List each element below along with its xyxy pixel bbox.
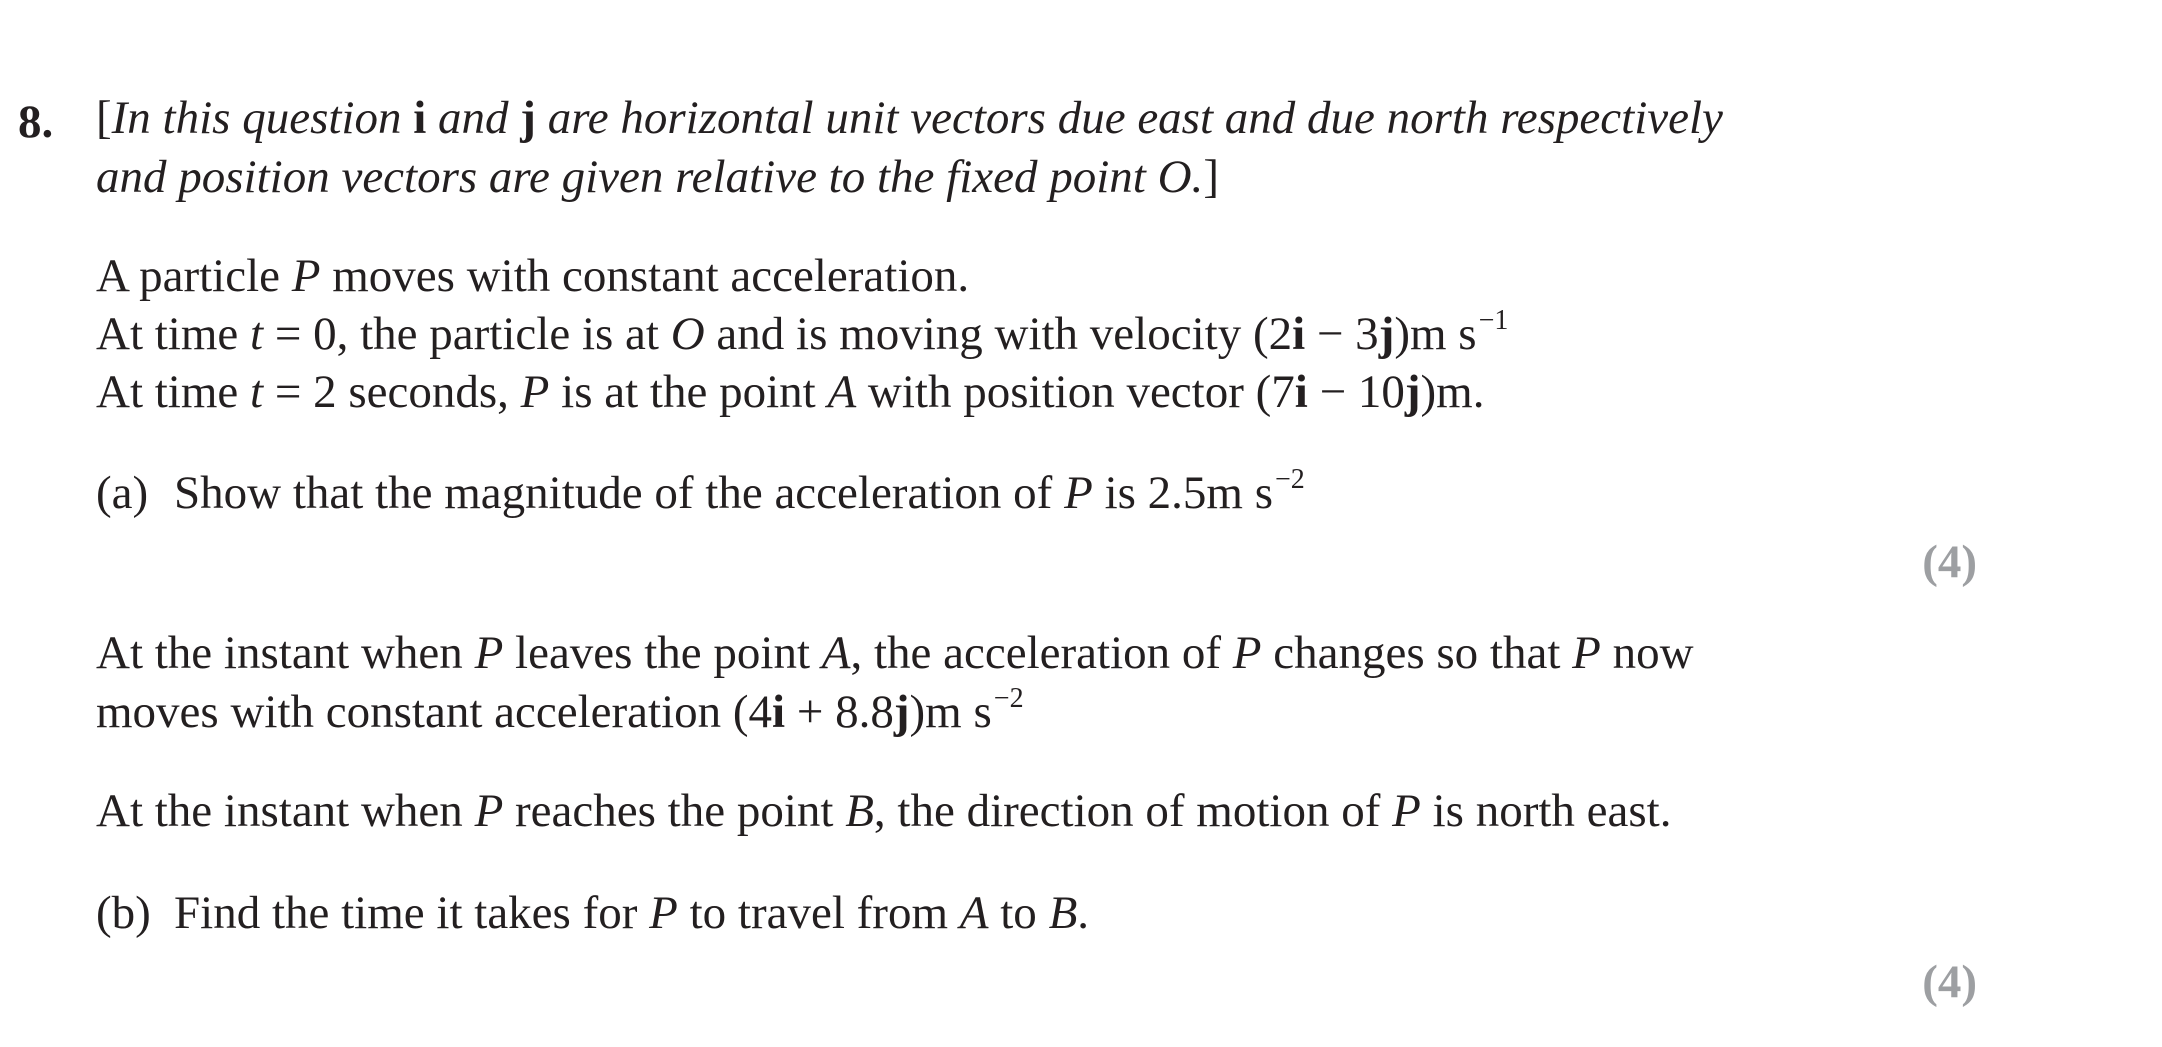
part-b-text: to (988, 887, 1049, 939)
stem-text: − 10 (1307, 366, 1405, 418)
middle-text: leaves the point (503, 627, 822, 679)
middle-text: + 8.8 (785, 686, 894, 738)
middle-text: At the instant when (96, 627, 475, 679)
var-P: P (649, 887, 678, 939)
exponent: −2 (1275, 464, 1305, 495)
var-O: O (670, 308, 705, 360)
var-P: P (520, 366, 550, 418)
bracket-close: ] (1203, 151, 1219, 203)
stem-text: )m. (1420, 366, 1485, 418)
unit-vector-j: j (893, 686, 910, 738)
var-P: P (474, 785, 504, 837)
stem-text: A particle (96, 250, 292, 302)
var-B: B (845, 785, 874, 837)
var-A: A (959, 887, 989, 939)
var-P: P (474, 627, 504, 679)
middle-line-2 (96, 683, 1024, 738)
part-b-text: . (1077, 887, 1090, 939)
unit-vector-i: i (413, 92, 427, 144)
exponent: −2 (993, 683, 1024, 714)
stem-text: is at the point (549, 366, 828, 418)
var-P: P (1572, 627, 1601, 679)
middle-line-1 (96, 627, 1694, 679)
unit-vector-j: j (1404, 366, 1421, 418)
middle-text: is north east. (1420, 785, 1672, 837)
intro-text: and position vectors are given relative to the fixed point O. (96, 151, 1204, 203)
unit-vector-i: i (1294, 366, 1308, 418)
stem-text: moves with constant acceleration. (320, 250, 970, 302)
unit-vector-i: i (772, 686, 786, 738)
intro-text: are horizontal unit vectors due east and due north respectively (535, 92, 1723, 144)
stem-text: = 0, the particle is at (263, 308, 671, 360)
var-t: t (250, 308, 264, 360)
unit-vector-j: j (1378, 308, 1395, 360)
intro-text: In this question (111, 92, 414, 144)
part-b (96, 887, 1090, 939)
stem-text: − 3 (1305, 308, 1379, 360)
stem-text: At time (96, 366, 251, 418)
var-P: P (1064, 467, 1093, 519)
stem-text: = 2 seconds, (263, 366, 521, 418)
middle-text: At the instant when (96, 785, 475, 837)
middle-text: reaches the point (503, 785, 846, 837)
stem-text: and is moving with velocity (2 (704, 308, 1293, 360)
stem-text: )m s (1394, 308, 1477, 360)
middle-text: changes so that (1261, 627, 1573, 679)
part-a-text: is 2.5m s (1092, 467, 1274, 519)
middle-text: , the acceleration of (850, 627, 1233, 679)
intro-line-1 (96, 92, 1723, 144)
part-b-text: to travel from (677, 887, 960, 939)
var-A: A (827, 366, 857, 418)
stem-line-2 (96, 305, 1509, 360)
stem-line-3 (96, 366, 1485, 418)
unit-vector-j: j (520, 92, 536, 144)
stem-line-1 (96, 250, 970, 302)
middle-text: )m s (909, 686, 992, 738)
part-a (96, 464, 1305, 519)
exponent: −1 (1478, 305, 1509, 336)
part-b-label: (b) (96, 887, 151, 939)
middle-line-3 (96, 785, 1672, 837)
stem-text: At time (96, 308, 251, 360)
middle-text: now (1600, 627, 1694, 679)
var-P: P (1392, 785, 1421, 837)
var-P: P (291, 250, 321, 302)
var-B: B (1048, 887, 1078, 939)
var-t: t (250, 366, 264, 418)
middle-text: moves with constant acceleration (4 (96, 686, 773, 738)
middle-text: , the direction of motion of (873, 785, 1393, 837)
var-P: P (1232, 627, 1262, 679)
intro-line-2 (96, 151, 1219, 203)
part-a-label: (a) (96, 467, 149, 519)
question-number: 8. (18, 96, 54, 148)
part-a-marks: (4) (1922, 536, 1977, 588)
unit-vector-i: i (1292, 308, 1306, 360)
stem-text: with position vector (7 (856, 366, 1295, 418)
intro-text: and (426, 92, 521, 144)
part-a-text: Show that the magnitude of the acceleration of (174, 467, 1065, 519)
part-b-marks: (4) (1922, 956, 1977, 1008)
part-b-text: Find the time it takes for (174, 887, 650, 939)
var-A: A (821, 627, 851, 679)
bracket-open: [ (96, 92, 112, 144)
